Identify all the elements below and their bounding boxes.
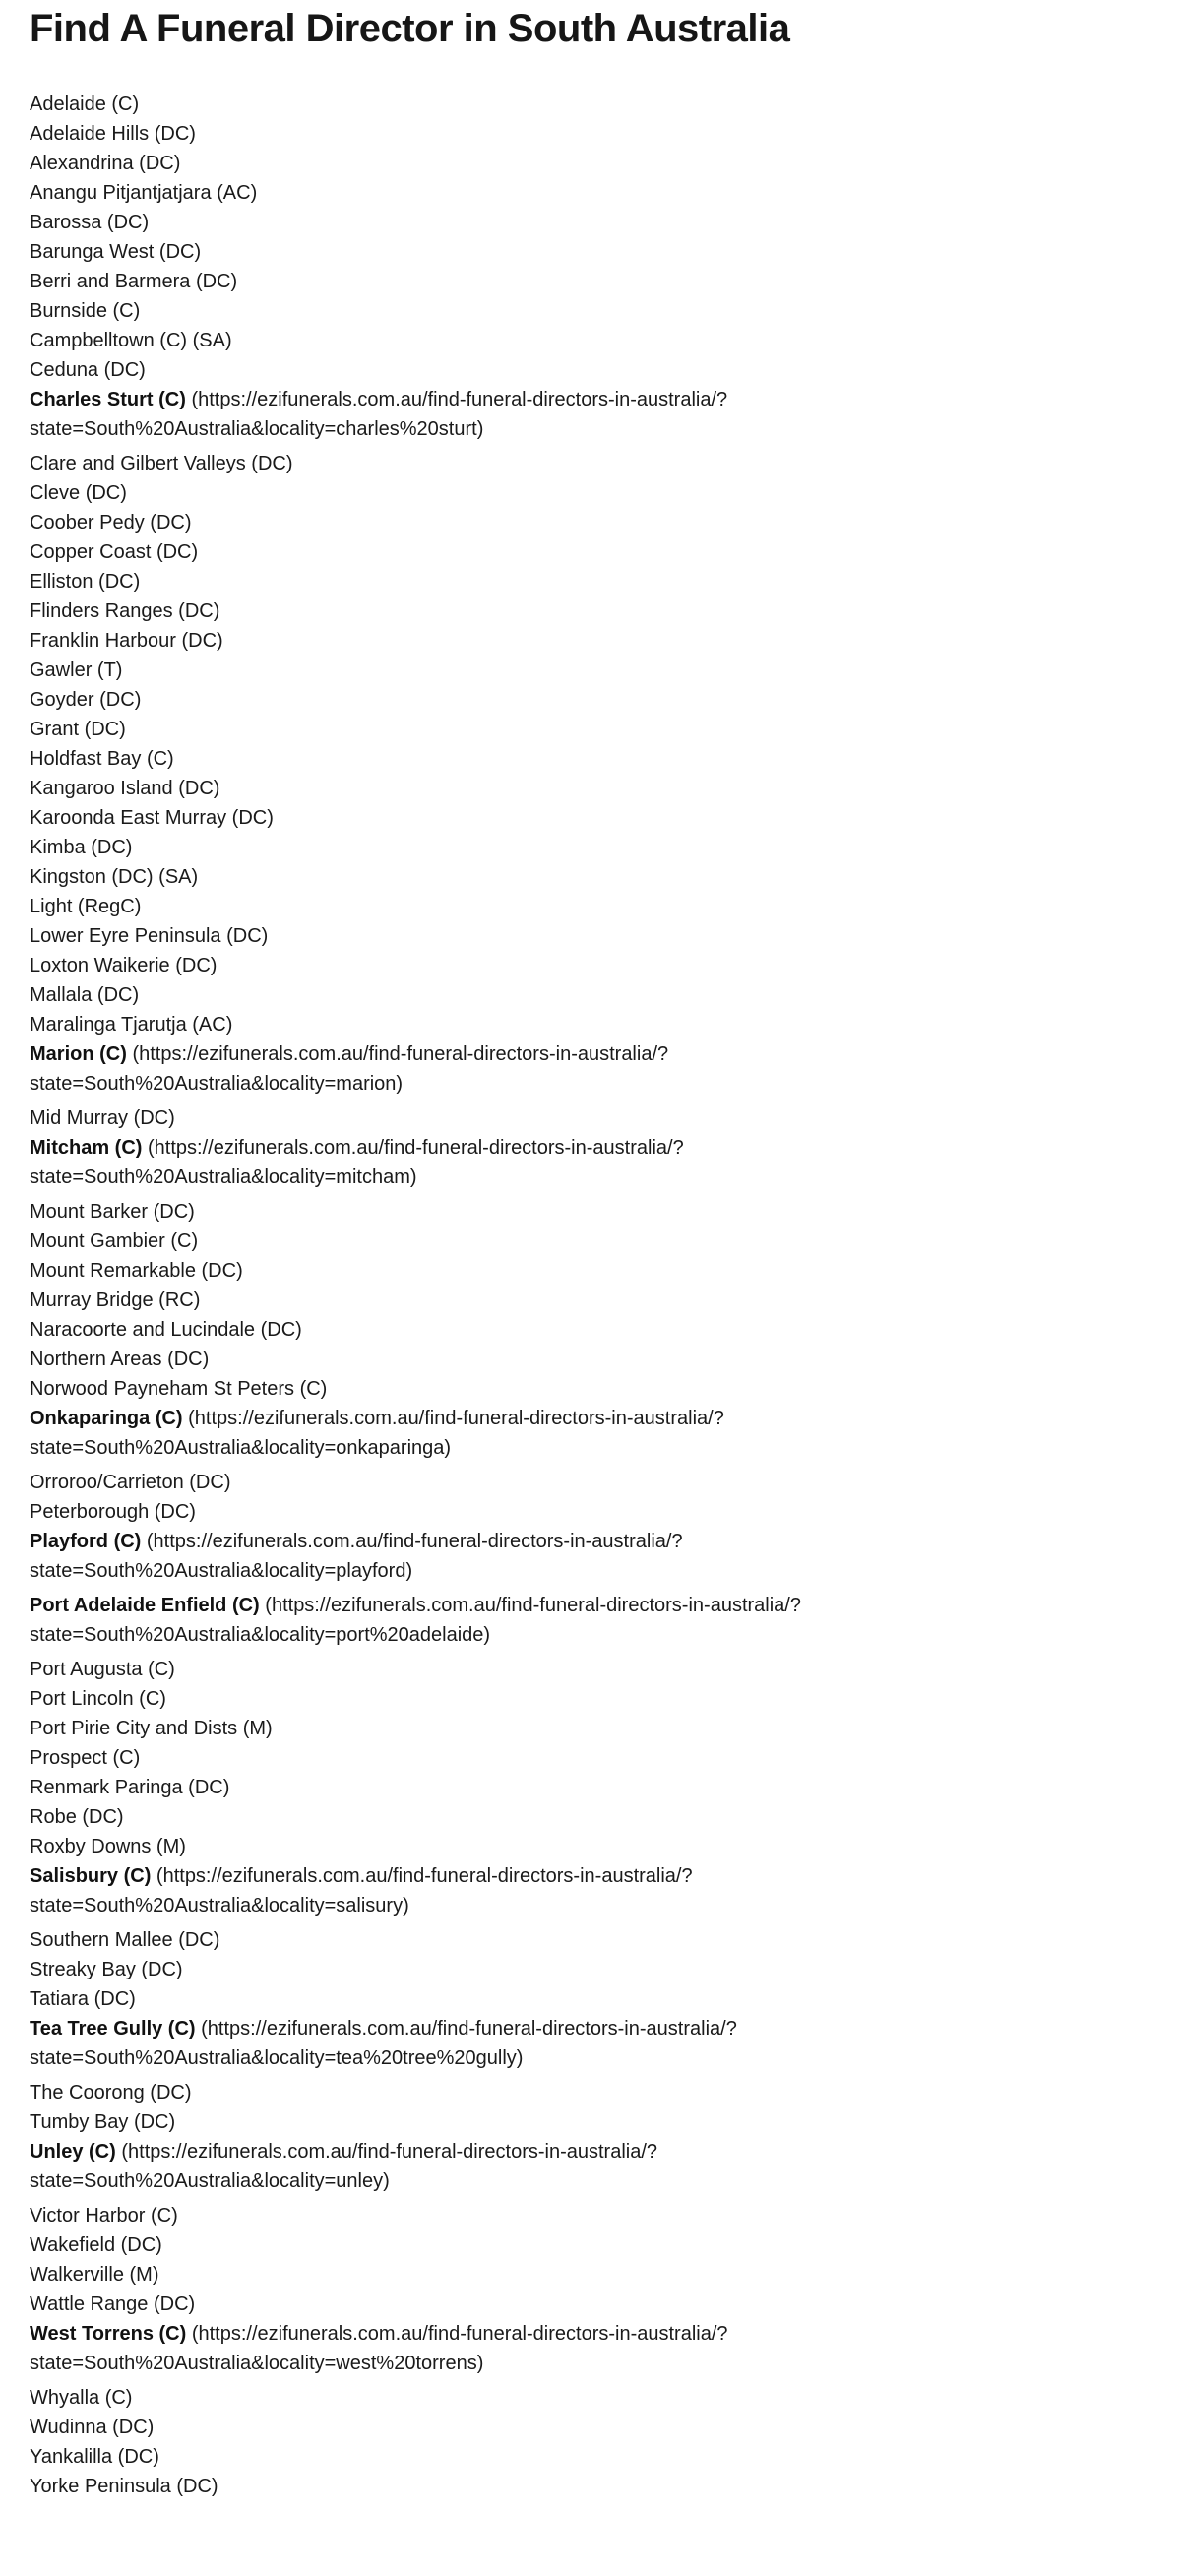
locality-link-item [30,1527,1152,1586]
locality-item: Anangu Pitjantjatjara (AC) [30,182,258,204]
locality-item: Franklin Harbour (DC) [30,630,223,652]
locality-item: Prospect (C) [30,1747,141,1769]
locality-item: Cleve (DC) [30,482,127,504]
locality-item: Mid Murray (DC) [30,1107,175,1129]
locality-item: Berri and Barmera (DC) [30,271,238,292]
locality-link-url: (https://ezifunerals.com.au/find-funeral-directors-in-australia/? state=South%20Australia&locality=port%20adelaide) [30,1595,801,1646]
locality-link-item [30,1861,1152,1920]
locality-item: Streaky Bay (DC) [30,1959,183,1980]
locality-link[interactable]: Marion (C) [30,1043,127,1065]
locality-item: Renmark Paringa (DC) [30,1777,230,1798]
locality-item: The Coorong (DC) [30,2082,192,2104]
locality-item: Gawler (T) [30,660,123,681]
locality-link[interactable]: Salisbury (C) [30,1865,152,1887]
locality-list [30,90,1152,2501]
locality-item: Barossa (DC) [30,212,150,233]
locality-link-item [30,1133,1152,1192]
locality-link-url: (https://ezifunerals.com.au/find-funeral-directors-in-australia/? state=South%20Australia&locality=unley) [30,2141,658,2192]
locality-item: Grant (DC) [30,719,126,740]
locality-item: Campbelltown (C) (SA) [30,330,232,351]
locality-item: Ceduna (DC) [30,359,146,381]
locality-item: Port Augusta (C) [30,1659,175,1680]
locality-item: Whyalla (C) [30,2387,133,2409]
locality-item: Wakefield (DC) [30,2234,162,2256]
locality-link-url: (https://ezifunerals.com.au/find-funeral-directors-in-australia/? state=South%20Australia&locality=tea%20tree%20gully) [30,2018,737,2069]
locality-item: Kingston (DC) (SA) [30,866,199,888]
locality-item: Kangaroo Island (DC) [30,778,220,799]
locality-item: Karoonda East Murray (DC) [30,807,274,829]
locality-item: Holdfast Bay (C) [30,748,174,770]
locality-item: Loxton Waikerie (DC) [30,955,218,976]
locality-link-item [30,1404,1152,1463]
locality-link[interactable]: Tea Tree Gully (C) [30,2018,196,2040]
locality-item: Flinders Ranges (DC) [30,600,220,622]
locality-item: Yorke Peninsula (DC) [30,2476,218,2497]
locality-item: Barunga West (DC) [30,241,202,263]
locality-item: Lower Eyre Peninsula (DC) [30,925,269,947]
locality-item: Coober Pedy (DC) [30,512,192,534]
locality-item: Mount Barker (DC) [30,1201,195,1223]
locality-link-url: (https://ezifunerals.com.au/find-funeral-directors-in-australia/? state=South%20Australia&locality=marion) [30,1043,669,1095]
locality-item: Adelaide (C) [30,94,140,115]
locality-item: Southern Mallee (DC) [30,1929,220,1951]
locality-link-url: (https://ezifunerals.com.au/find-funeral-directors-in-australia/? state=South%20Australia&locality=west%20torrens) [30,2323,728,2374]
locality-link[interactable]: Port Adelaide Enfield (C) [30,1595,260,1616]
locality-item: Peterborough (DC) [30,1501,196,1523]
locality-link[interactable]: Playford (C) [30,1531,142,1552]
locality-item: Roxby Downs (M) [30,1836,186,1857]
locality-item: Elliston (DC) [30,571,141,593]
locality-item: Light (RegC) [30,896,142,917]
locality-item: Murray Bridge (RC) [30,1289,201,1311]
locality-link[interactable]: Charles Sturt (C) [30,389,186,410]
locality-item: Adelaide Hills (DC) [30,123,196,145]
locality-link-item [30,2137,1152,2196]
locality-item: Copper Coast (DC) [30,541,199,563]
locality-link-item [30,2319,1152,2378]
locality-item: Victor Harbor (C) [30,2205,178,2227]
locality-item: Northern Areas (DC) [30,1349,210,1370]
locality-item: Goyder (DC) [30,689,142,711]
locality-item: Burnside (C) [30,300,141,322]
locality-item: Robe (DC) [30,1806,124,1828]
locality-link-item [30,1591,1152,1650]
locality-item: Tumby Bay (DC) [30,2111,176,2133]
locality-item: Port Lincoln (C) [30,1688,166,1710]
page-title: Find A Funeral Director in South Australia [30,7,790,50]
locality-link-url: (https://ezifunerals.com.au/find-funeral-directors-in-australia/? state=South%20Australia&locality=charles%20sturt) [30,389,728,440]
locality-link[interactable]: Mitcham (C) [30,1137,143,1159]
locality-link-item [30,1039,1152,1099]
locality-item: Kimba (DC) [30,837,133,858]
locality-link-item [30,385,1152,444]
locality-item: Clare and Gilbert Valleys (DC) [30,453,293,474]
locality-link-url: (https://ezifunerals.com.au/find-funeral-directors-in-australia/? state=South%20Australia&locality=salisury) [30,1865,693,1916]
locality-link[interactable]: Unley (C) [30,2141,116,2163]
locality-item: Norwood Payneham St Peters (C) [30,1378,328,1400]
locality-item: Tatiara (DC) [30,1988,136,2010]
locality-link-url: (https://ezifunerals.com.au/find-funeral-directors-in-australia/? state=South%20Australia&locality=mitcham) [30,1137,684,1188]
locality-item: Alexandrina (DC) [30,153,181,174]
locality-item: Mount Remarkable (DC) [30,1260,243,1282]
locality-link-item [30,2014,1152,2073]
locality-item: Maralinga Tjarutja (AC) [30,1014,233,1036]
locality-item: Walkerville (M) [30,2264,159,2286]
locality-item: Port Pirie City and Dists (M) [30,1718,273,1739]
locality-link[interactable]: Onkaparinga (C) [30,1408,183,1429]
locality-item: Mallala (DC) [30,984,140,1006]
locality-item: Yankalilla (DC) [30,2446,159,2468]
locality-item: Wattle Range (DC) [30,2293,196,2315]
locality-item: Mount Gambier (C) [30,1230,199,1252]
locality-item: Orroroo/Carrieton (DC) [30,1472,231,1493]
locality-item: Naracoorte and Lucindale (DC) [30,1319,302,1341]
locality-item: Wudinna (DC) [30,2417,155,2438]
locality-link[interactable]: West Torrens (C) [30,2323,187,2345]
locality-link-url: (https://ezifunerals.com.au/find-funeral-directors-in-australia/? state=South%20Australia&locality=onkaparinga) [30,1408,724,1459]
locality-link-url: (https://ezifunerals.com.au/find-funeral-directors-in-australia/? state=South%20Australia&locality=playford) [30,1531,683,1582]
